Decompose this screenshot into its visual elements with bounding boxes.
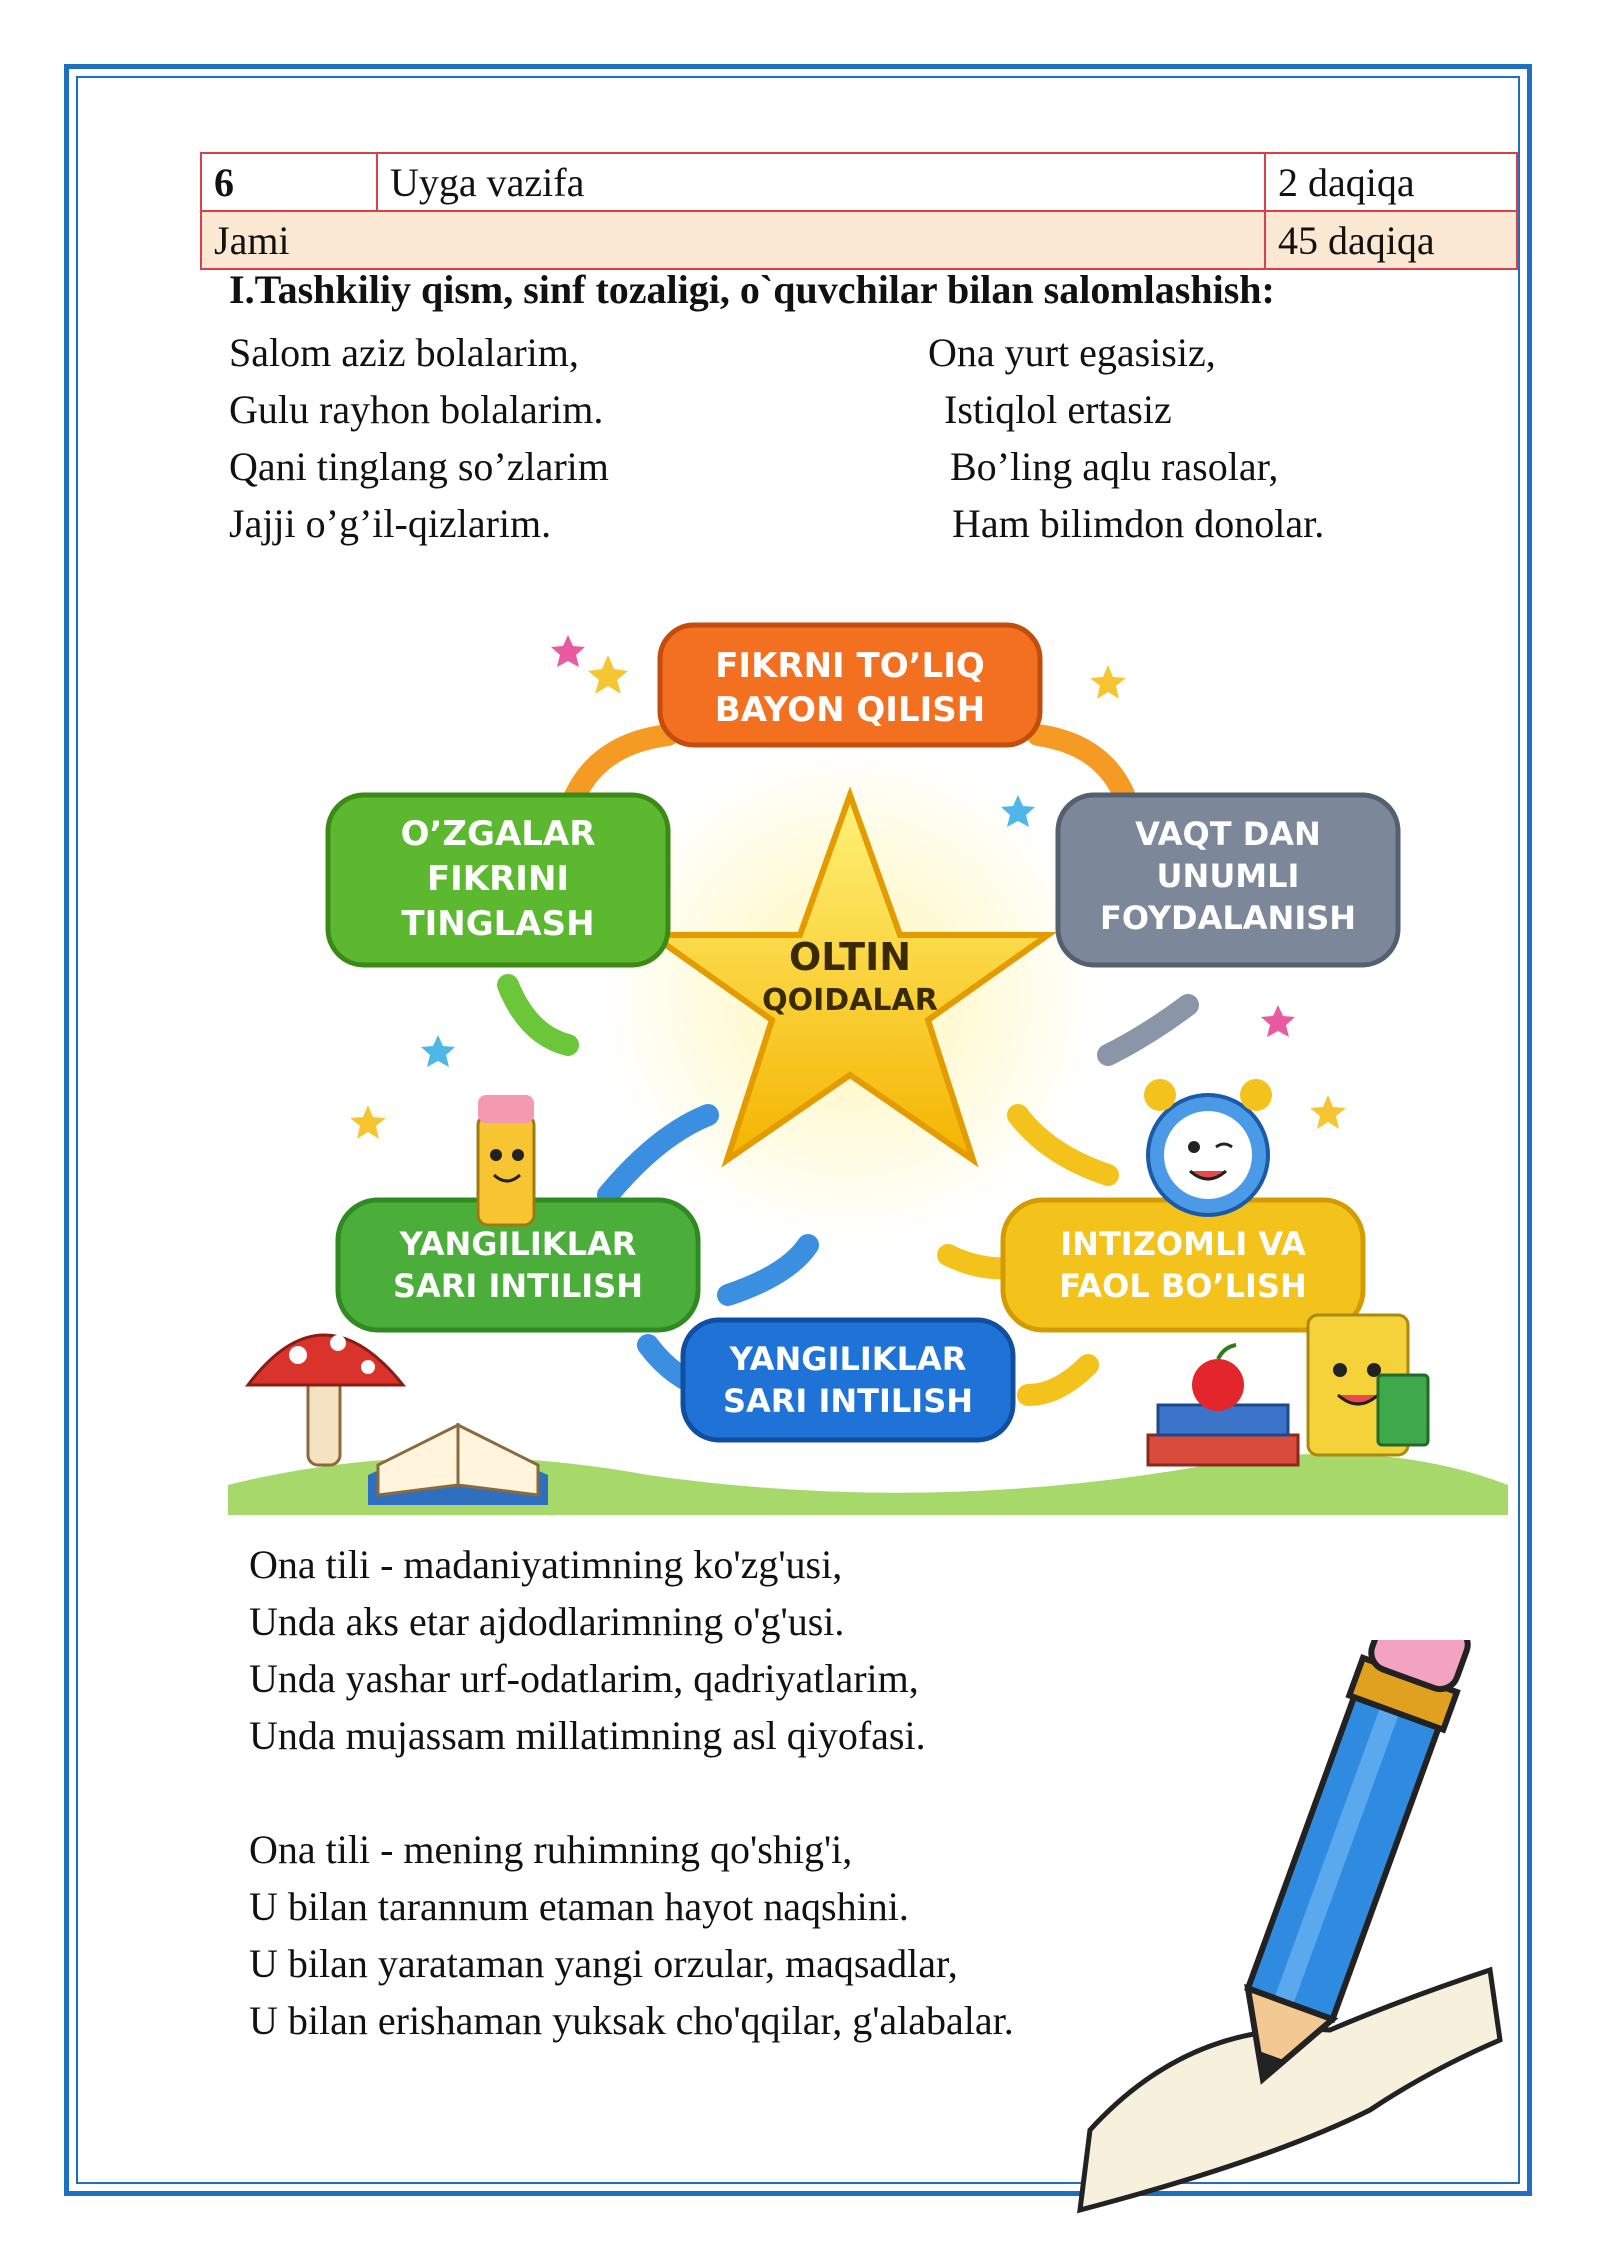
poem-line: Ona yurt egasisiz, [928, 330, 1216, 375]
sparkle-star-icon [1261, 1005, 1295, 1037]
rule-left-line2: FIKRINI [426, 859, 570, 899]
rule-bottom-center-line2: SARI INTILISH [722, 1382, 974, 1420]
table-row [201, 153, 1517, 211]
poem-line: Bo’ling aqlu rasolar, [950, 444, 1279, 489]
rule-bubble-bottom-right [1003, 1200, 1363, 1330]
poem-line: U bilan erishaman yuksak cho'qqilar, g'alabalar. [249, 1998, 1014, 2043]
poem-line: Qani tinglang so’zlarim [229, 444, 609, 489]
poem-line: Ona tili - mening ruhimning qo'shig'i, [249, 1827, 853, 1872]
row-number: 6 [201, 153, 377, 211]
poem-line: Jajji o’g’il-qizlarim. [229, 501, 552, 546]
alarm-clock-mascot-icon [1144, 1079, 1272, 1215]
mushroom-icon [248, 1335, 403, 1465]
language-poem [249, 1536, 1014, 2049]
sparkle-star-icon [551, 635, 585, 667]
pencil-writing-illustration [1070, 1640, 1510, 2220]
rule-bottom-left-line1: YANGILIKLAR [399, 1225, 637, 1263]
greeting-poem-right [928, 324, 1324, 552]
golden-rules-infographic [228, 615, 1508, 1515]
poem-line: Istiqlol ertasiz [944, 387, 1172, 432]
center-title-line2: QOIDALAR [762, 983, 938, 1018]
poem-line: U bilan yarataman yangi orzular, maqsadlar, [249, 1941, 958, 1986]
rule-bottom-right-line1: INTIZOMLI VA [1060, 1225, 1306, 1263]
arrow-icon [728, 1245, 808, 1295]
rule-bottom-right-line2: FAOL BO’LISH [1059, 1267, 1307, 1305]
rule-top-line2: BAYON QILISH [714, 690, 986, 730]
rule-right-line1: VAQT DAN [1135, 815, 1321, 853]
arrow-icon [1028, 1365, 1088, 1395]
rule-right-line2: UNUMLI [1156, 857, 1300, 895]
rule-bubble-bottom-center [683, 1320, 1013, 1440]
poem-line: Unda mujassam millatimning asl qiyofasi. [249, 1713, 926, 1758]
sparkle-star-icon [588, 655, 628, 694]
section-heading: I.Tashkiliy qism, sinf tozaligi, o`quvchilar bilan salomlashish: [229, 267, 1275, 312]
poem-line: Unda yashar urf-odatlarim, qadriyatlarim, [249, 1656, 919, 1701]
poem-line: Ona tili - madaniyatimning ko'zg'usi, [249, 1542, 843, 1587]
pencil-mascot-icon [478, 1095, 534, 1225]
total-label: Jami [201, 211, 1265, 269]
sparkle-star-icon [1310, 1095, 1346, 1129]
arrow-icon [508, 985, 568, 1045]
rule-left-line1: O’ZGALAR [400, 814, 596, 854]
rule-bottom-left-line2: SARI INTILISH [392, 1267, 644, 1305]
arrow-icon [1108, 1005, 1188, 1055]
rule-bottom-center-line1: YANGILIKLAR [729, 1340, 967, 1378]
greeting-poem-left [229, 324, 609, 552]
poem-line: Unda aks etar ajdodlarimning o'g'usi. [249, 1599, 845, 1644]
total-time: 45 daqiqa [1265, 211, 1517, 269]
poem-line: Gulu rayhon bolalarim. [229, 387, 604, 432]
poem-line: Ham bilimdon donolar. [952, 501, 1325, 546]
rule-top-line1: FIKRNI TO’LIQ [715, 646, 985, 686]
row-time: 2 daqiqa [1265, 153, 1517, 211]
poem-line: Salom aziz bolalarim, [229, 330, 579, 375]
lesson-plan-table [200, 152, 1518, 270]
rule-right-line3: FOYDALANISH [1099, 899, 1357, 937]
sparkle-star-icon [1090, 665, 1126, 699]
poem-line: U bilan tarannum etaman hayot naqshini. [249, 1884, 909, 1929]
sparkle-star-icon [350, 1105, 386, 1139]
table-total-row [201, 211, 1517, 269]
row-activity: Uyga vazifa [377, 153, 1265, 211]
apple-books-icon [1148, 1345, 1298, 1465]
center-title-line1: OLTIN [788, 935, 912, 979]
open-book-icon [368, 1425, 548, 1505]
sparkle-star-icon [421, 1035, 455, 1067]
rule-left-line3: TINGLASH [401, 904, 595, 944]
book-mascot-icon [1308, 1315, 1428, 1455]
